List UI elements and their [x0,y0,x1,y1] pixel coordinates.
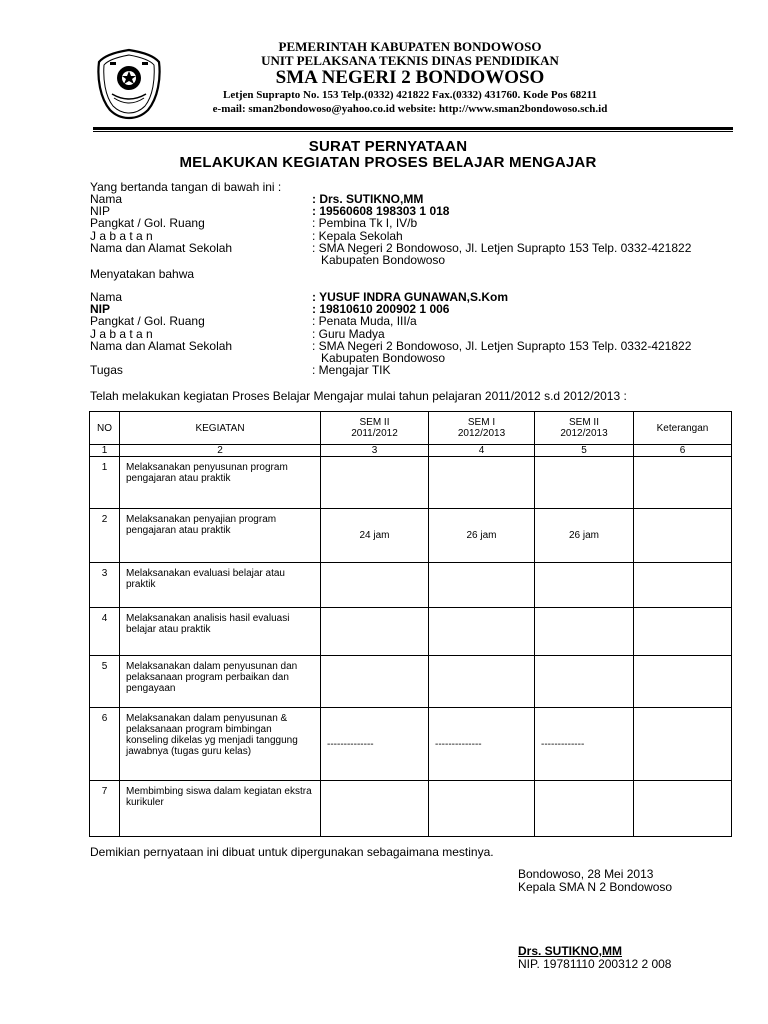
field-label: Tugas [90,363,123,378]
signature-position: Kepala SMA N 2 Bondowoso [518,880,673,894]
field-value: : Pembina Tk I, IV/b [312,216,418,231]
field-label: Nama dan Alamat Sekolah [90,240,233,255]
keterangan-value [634,656,732,708]
sem-value [429,563,535,608]
field-value: : Mengajar TIK [312,363,391,378]
sem-value [429,608,535,656]
row-number: 4 [90,608,120,656]
letterhead-divider-thick [93,127,733,130]
sem-value [535,608,634,656]
field-row [90,230,691,242]
sem-value [535,563,634,608]
sem-value: -------------- [429,708,535,781]
sem-value [321,457,429,509]
field-label: Nama [90,290,123,304]
sem-value [321,656,429,708]
intro-text: Yang bertanda tangan di bawah ini : [90,180,282,194]
column-number-row [90,445,732,457]
sem-value: 26 jam [535,509,634,563]
field-value: : SMA Negeri 2 Bondowoso, Jl. Letjen Suprapto 153 Telp. 0332-421822 [312,338,692,353]
row-number: 7 [90,781,120,837]
field-value: : 19810610 200902 1 006 [312,302,450,317]
row-number: 3 [90,563,120,608]
header-sem-label: SEM I [467,417,496,428]
sem-value [535,457,634,509]
field-label: Pangkat / Gol. Ruang [90,216,205,231]
header-kegiatan: KEGIATAN [120,412,321,445]
field-value: : Kepala Sekolah [312,228,403,243]
activity-description: Melaksanakan penyajian program pengajaran atau praktik [120,509,321,563]
field-value: : Penata Muda, III/a [312,314,417,329]
field-label: J a b a t a n [90,228,153,243]
field-row [90,364,691,376]
school-emblem-icon [96,48,162,120]
closing-text: Demikian pernyataan ini dibuat untuk dipergunakan sebagaimana mestinya. [90,845,494,859]
statement-text: Telah melakukan kegiatan Proses Belajar Mengajar mulai tahun pelajaran 2011/2012 s.d 2012/2013 : [90,389,627,403]
row-number: 5 [90,656,120,708]
header-sem-1 [321,412,429,445]
letterhead [170,40,650,116]
signature-block [518,868,672,894]
keterangan-value [634,708,732,781]
header-keterangan: Keterangan [634,412,732,445]
keterangan-value [634,457,732,509]
column-number: 6 [634,445,732,457]
header-sem-label: SEM II [568,417,599,428]
table-row [90,656,732,708]
column-number: 3 [321,445,429,457]
table-row [90,457,732,509]
header-sem-2 [429,412,535,445]
header-sem-year: 2012/2013 [457,428,506,439]
sem-value: 26 jam [429,509,535,563]
letterhead-divider-thin [93,131,733,132]
field-value-continued: Kabupaten Bondowoso [321,351,446,366]
sem-value [429,781,535,837]
field-value: : SMA Negeri 2 Bondowoso, Jl. Letjen Suprapto 153 Telp. 0332-421822 [312,240,692,255]
table-header-row [90,412,732,445]
signature-nip: NIP. 19781110 200312 2 008 [518,957,672,971]
activity-description: Membimbing siswa dalam kegiatan ekstra kurikuler [120,781,321,837]
signature-name-block [518,945,671,971]
activity-description: Melaksanakan dalam penyusunan & pelaksanaan program bimbingan konseling dikelas yg menjadi tanggung jawabnya (tugas guru kelas) [120,708,321,781]
column-number: 1 [90,445,120,457]
field-label: NIP [90,302,111,317]
field-value-continued: Kabupaten Bondowoso [321,253,446,268]
letterhead-address: Letjen Suprapto No. 153 Telp.(0332) 421822 Fax.(0332) 431760. Kode Pos 68211 [222,89,597,101]
declares-text: Menyatakan bahwa [90,267,195,281]
document-title: SURAT PERNYATAAN [308,138,468,155]
sem-value [321,563,429,608]
field-value: : YUSUF INDRA GUNAWAN,S.Kom [312,290,509,304]
keterangan-value [634,781,732,837]
header-no: NO [90,412,120,445]
column-number: 2 [120,445,321,457]
table-row [90,563,732,608]
field-label: Nama dan Alamat Sekolah [90,338,233,353]
table-row [90,708,732,781]
field-row [90,315,691,327]
table-row [90,608,732,656]
signature-name: Drs. SUTIKNO,MM [518,944,623,958]
sem-value [321,781,429,837]
activity-description: Melaksanakan analisis hasil evaluasi belajar atau praktik [120,608,321,656]
activity-description: Melaksanakan penyusunan program pengajaran atau praktik [120,457,321,509]
header-sem-year: 2011/2012 [351,428,398,439]
row-number: 6 [90,708,120,781]
keterangan-value [634,563,732,608]
field-label: NIP [90,204,111,219]
letterhead-school-name: SMA NEGERI 2 BONDOWOSO [275,67,545,88]
letterhead-contact: e-mail: sman2bondowoso@yahoo.co.id website: http://www.sman2bondowoso.sch.id [212,103,608,115]
teacher-fields [90,291,691,376]
sem-value [429,457,535,509]
keterangan-value [634,509,732,563]
column-number: 5 [535,445,634,457]
table-row [90,781,732,837]
field-row [90,328,691,340]
field-label: J a b a t a n [90,326,153,341]
header-sem-3 [535,412,634,445]
sem-value [535,656,634,708]
field-row [90,217,691,229]
field-value: : Drs. SUTIKNO,MM [312,192,424,206]
sem-value [321,608,429,656]
sem-value: 24 jam [321,509,429,563]
activity-table [89,411,732,837]
sem-value: ------------- [535,708,634,781]
document-subtitle: MELAKUKAN KEGIATAN PROSES BELAJAR MENGAJAR [179,154,597,171]
header-sem-year: 2012/2013 [560,428,608,439]
header-sem-label: SEM II [359,417,390,428]
keterangan-value [634,608,732,656]
table-row [90,509,732,563]
sem-value [535,781,634,837]
activity-description: Melaksanakan evaluasi belajar atau praktik [120,563,321,608]
sem-value [429,656,535,708]
field-value: : 19560608 198303 1 018 [312,204,450,219]
field-label: Nama [90,192,123,206]
column-number: 4 [429,445,535,457]
field-label: Pangkat / Gol. Ruang [90,314,205,329]
sem-value: -------------- [321,708,429,781]
row-number: 2 [90,509,120,563]
field-value: : Guru Madya [312,326,385,341]
signature-place-date: Bondowoso, 28 Mei 2013 [518,867,654,881]
activity-description: Melaksanakan dalam penyusunan dan pelaksanaan program perbaikan dan pengayaan [120,656,321,708]
letterhead-unit: UNIT PELAKSANA TEKNIS DINAS PENDIDIKAN [261,53,559,68]
letterhead-government: PEMERINTAH KABUPATEN BONDOWOSO [278,39,542,54]
signer-fields [90,193,691,266]
row-number: 1 [90,457,120,509]
